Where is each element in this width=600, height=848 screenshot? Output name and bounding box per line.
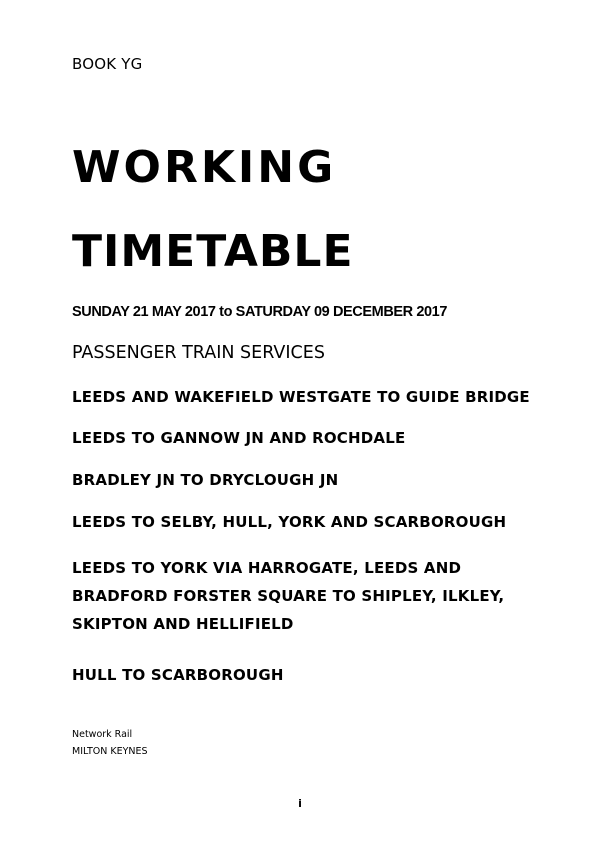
organisation-location: MILTON KEYNES <box>72 746 148 757</box>
subtitle: PASSENGER TRAIN SERVICES <box>72 343 325 363</box>
route-heading: HULL TO SCARBOROUGH <box>72 666 284 684</box>
page-number: i <box>298 797 302 810</box>
date-range: SUNDAY 21 MAY 2017 to SATURDAY 09 DECEMBER 2017 <box>72 304 448 320</box>
route-heading: LEEDS TO GANNOW JN AND ROCHDALE <box>72 429 406 447</box>
route-heading: LEEDS TO SELBY, HULL, YORK AND SCARBOROUGH <box>72 513 507 531</box>
route-heading: BRADLEY JN TO DRYCLOUGH JN <box>72 471 339 489</box>
page-title-line-1: WORKING <box>72 142 337 193</box>
book-id: BOOK YG <box>72 55 143 73</box>
organisation-name: Network Rail <box>72 729 133 740</box>
route-heading: LEEDS AND WAKEFIELD WESTGATE TO GUIDE BRIDGE <box>72 388 530 406</box>
route-heading: LEEDS TO YORK VIA HARROGATE, LEEDS AND BRADFORD FORSTER SQUARE TO SHIPLEY, ILKLEY, SKIPTON AND HELLIFIELD <box>72 559 505 633</box>
page-title-line-2: TIMETABLE <box>72 226 354 277</box>
